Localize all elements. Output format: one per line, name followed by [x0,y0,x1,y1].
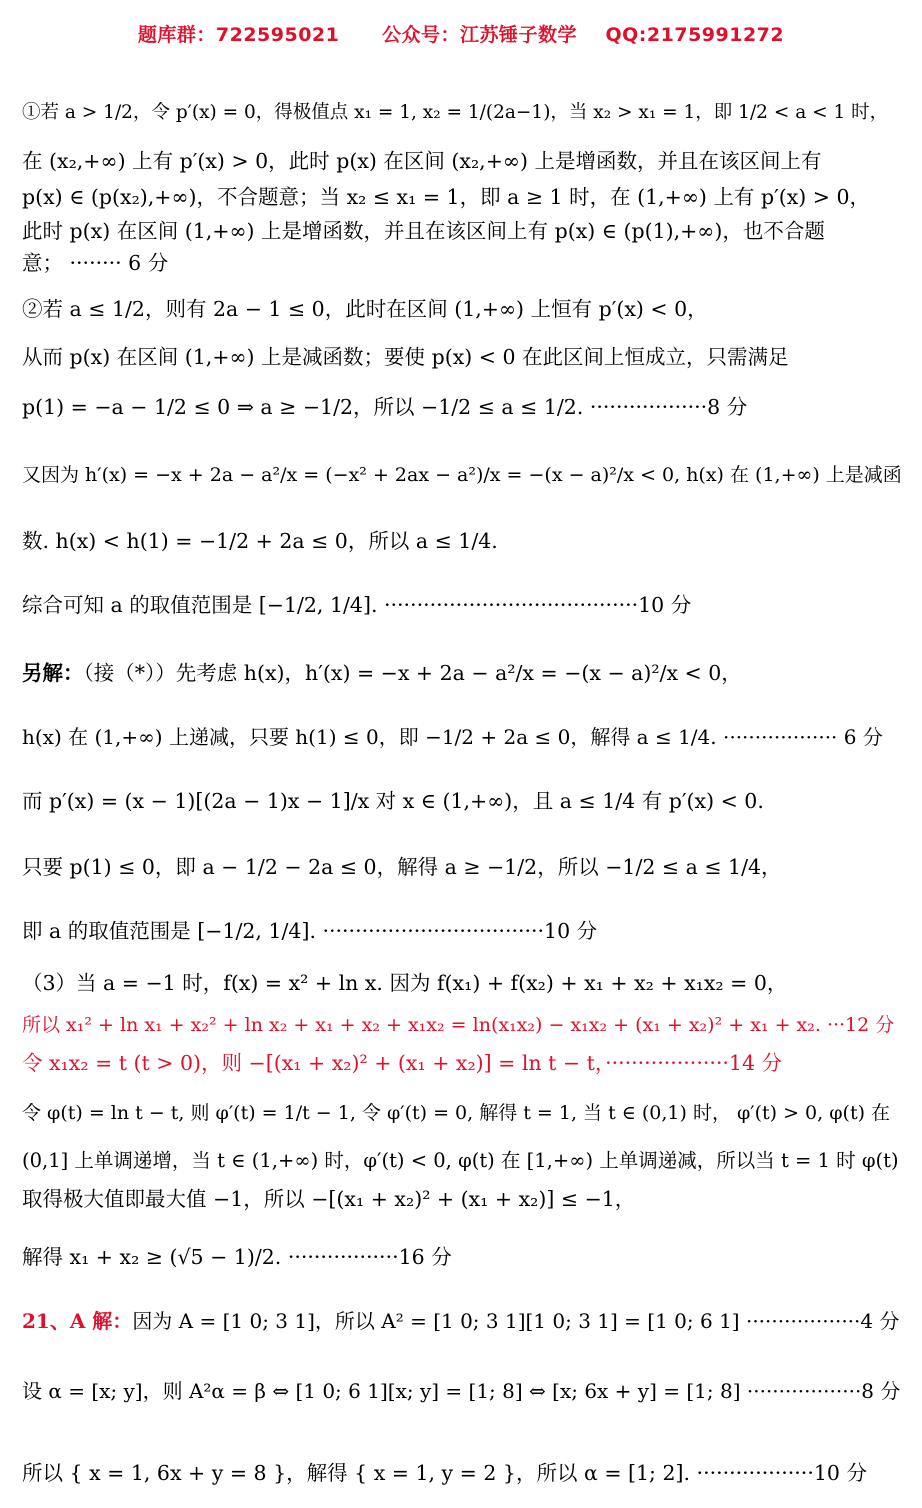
text-line: 在 (x₂,+∞) 上有 p′(x) > 0，此时 p(x) 在区间 (x₂,+∞) 上是增函数，并且在该区间上有 [22,149,822,173]
page-header: 题库群：722595021 公众号：江苏锤子数学 QQ:2175991272 [137,24,785,46]
text-line: (0,1] 上单调递增，当 t ∈ (1,+∞) 时，φ′(t) < 0, φ(t) 在 [1,+∞) 上单调递减，所以当 t = 1 时 φ(t) [22,1149,899,1172]
text-line: 取得极大值即最大值 −1，所以 −[(x₁ + x₂)² + (x₁ + x₂)] ≤ −1， [22,1187,636,1211]
text-line: h(x) 在 (1,+∞) 上递减，只要 h(1) ≤ 0，即 −1/2 + 2a ≤ 0，解得 a ≤ 1/4. ·················· 6 分 [22,725,883,749]
text-line: 所以 { x = 1, 6x + y = 8 }，解得 { x = 1, y = 2 }，所以 α = [1; 2]. ··················10 分 [22,1461,867,1485]
text-line: 而 p′(x) = (x − 1)[(2a − 1)x − 1]/x 对 x ∈ (1,+∞)，且 a ≤ 1/4 有 p′(x) < 0. [22,789,764,813]
text-line: 从而 p(x) 在区间 (1,+∞) 上是减函数；要使 p(x) < 0 在此区间上恒成立，只需满足 [22,345,789,369]
text-line: 又因为 h′(x) = −x + 2a − a²/x = (−x² + 2ax − a²)/x = −(x − a)²/x < 0, h(x) 在 (1,+∞) 上是减函 [22,464,902,486]
text-line: 所以 x₁² + ln x₁ + x₂² + ln x₂ + x₁ + x₂ + x₁x₂ = ln(x₁x₂) − x₁x₂ + (x₁ + x₂)² + x₁ + x₂. ···12 分 [22,1014,895,1036]
text-line: ②若 a ≤ 1/2，则有 2a − 1 ≤ 0，此时在区间 (1,+∞) 上恒有 p′(x) < 0， [22,297,708,321]
section-label: 另解： [22,661,84,685]
text-line: p(1) = −a − 1/2 ≤ 0 ⇒ a ≥ −1/2，所以 −1/2 ≤ a ≤ 1/2. ··················8 分 [22,395,748,419]
text-line: 解得 x₁ + x₂ ≥ (√5 − 1)/2. ·················16 分 [22,1245,452,1269]
text-line: （3）当 a = −1 时，f(x) = x² + ln x. 因为 f(x₁) + f(x₂) + x₁ + x₂ + x₁x₂ = 0， [22,971,788,995]
text-line: 意； ········ 6 分 [22,251,169,275]
text-line: 即 a 的取值范围是 [−1/2, 1/4]. ··································10 分 [22,919,598,943]
section-label: 21、A 解： [22,1309,133,1333]
text-line: p(x) ∈ (p(x₂),+∞)，不合题意；当 x₂ ≤ x₁ = 1，即 a ≥ 1 时，在 (1,+∞) 上有 p′(x) > 0， [22,185,871,209]
text-line: 21、A 解：因为 A = [1 0; 3 1]，所以 A² = [1 0; 3 1][1 0; 3 1] = [1 0; 6 1] ··················4 分 [22,1309,900,1333]
text-line: 数. h(x) < h(1) = −1/2 + 2a ≤ 0，所以 a ≤ 1/4. [22,529,498,553]
text-line: ①若 a > 1/2，令 p′(x) = 0，得极值点 x₁ = 1, x₂ = 1/(2a−1)，当 x₂ > x₁ = 1，即 1/2 < a < 1 时， [22,102,889,123]
text-line: 设 α = [x; y]，则 A²α = β ⇔ [1 0; 6 1][x; y] = [1; 8] ⇔ [x; 6x + y] = [1; 8] ··················8 分 [22,1379,901,1403]
text-line: 另解：（接（*））先考虑 h(x)，h′(x) = −x + 2a − a²/x = −(x − a)²/x < 0， [22,661,742,685]
text-line: 此时 p(x) 在区间 (1,+∞) 上是增函数，并且在该区间上有 p(x) ∈ (p(1),+∞)，也不合题 [22,219,825,243]
text-line: 综合可知 a 的取值范围是 [−1/2, 1/4]. ·······································10 分 [22,593,692,617]
text-line: 令 φ(t) = ln t − t, 则 φ′(t) = 1/t − 1, 令 φ′(t) = 0, 解得 t = 1, 当 t ∈ (0,1) 时， φ′(t) > 0, φ(t) 在 [22,1102,891,1124]
text-line: 令 x₁x₂ = t (t > 0)，则 −[(x₁ + x₂)² + (x₁ + x₂)] = ln t − t，···················14 分 [22,1051,783,1075]
text-line: 只要 p(1) ≤ 0，即 a − 1/2 − 2a ≤ 0，解得 a ≥ −1/2，所以 −1/2 ≤ a ≤ 1/4， [22,855,782,879]
